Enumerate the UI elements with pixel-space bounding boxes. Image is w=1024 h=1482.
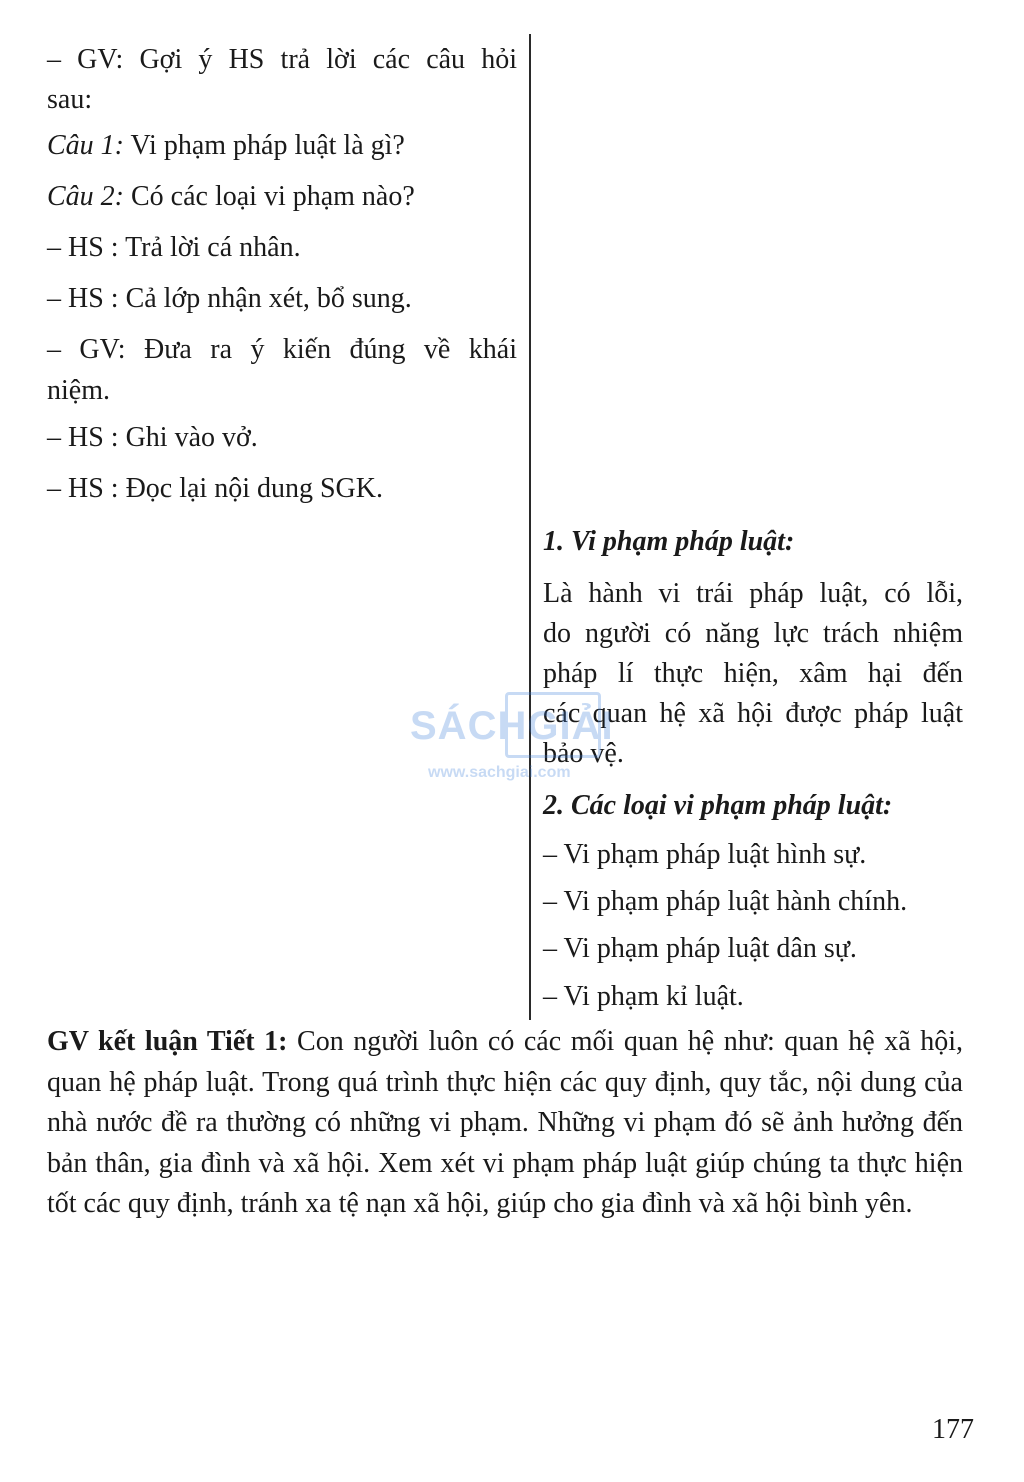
hs-answer: – HS : Trả lời cá nhân. [47,232,301,263]
gv-prompt-line1: – GV: Gợi ý HS trả lời các câu hỏi [47,44,517,75]
heading-types: 2. Các loại vi phạm pháp luật: [543,790,893,821]
question-2-label: Câu 2: [47,181,124,212]
gv-concept-line1: – GV: Đưa ra ý kiến đúng về khái [47,334,517,365]
hs-comment: – HS : Cả lớp nhận xét, bổ sung. [47,283,412,314]
violation-type-item: – Vi phạm pháp luật dân sự. [543,933,857,964]
definition-line: các quan hệ xã hội được pháp luật [543,698,963,729]
definition-line: Là hành vi trái pháp luật, có lỗi, [543,578,963,609]
question-1-text: Vi phạm pháp luật là gì? [124,130,405,161]
conclusion-paragraph [47,1022,963,1225]
question-1 [47,126,405,166]
conclusion-label: GV kết luận Tiết 1: [47,1026,288,1057]
definition-line: do người có năng lực trách nhiệm [543,618,963,649]
violation-type-item: – Vi phạm pháp luật hành chính. [543,886,908,917]
conclusion-text: Con người luôn có các mối quan hệ như: quan hệ xã hội, quan hệ pháp luật. Trong quá trình thực hiện các quy định, quy tắc, nội dung của nhà nước đề ra thường có những vi phạm. Những vi phạm đó sẽ ảnh hưởng đến bản thân, gia đình và xã hội. Xem xét vi phạm pháp luật giúp chúng ta thực hiện tốt các quy định, tránh xa tệ nạn xã hội, giúp cho gia đình và xã hội bình yên. [47,1026,963,1220]
question-2-text: Có các loại vi phạm nào? [124,181,415,212]
violation-type-item: – Vi phạm kỉ luật. [543,981,744,1012]
question-1-label: Câu 1: [47,130,124,161]
watermark-logo: SÁCHGIẢI [410,704,614,748]
definition-line: bảo vệ. [543,738,624,769]
column-divider [529,34,531,1020]
gv-concept-line2: niệm. [47,375,110,406]
heading-violation: 1. Vi phạm pháp luật: [543,526,795,557]
hs-read: – HS : Đọc lại nội dung SGK. [47,473,383,504]
definition-line: pháp lí thực hiện, xâm hại đến [543,658,963,689]
gv-prompt-line2: sau: [47,84,93,115]
question-2 [47,177,415,217]
violation-type-item: – Vi phạm pháp luật hình sự. [543,839,867,870]
page-number: 177 [932,1414,974,1445]
hs-note: – HS : Ghi vào vở. [47,422,258,453]
watermark-url: www.sachgiai.com [428,764,571,781]
